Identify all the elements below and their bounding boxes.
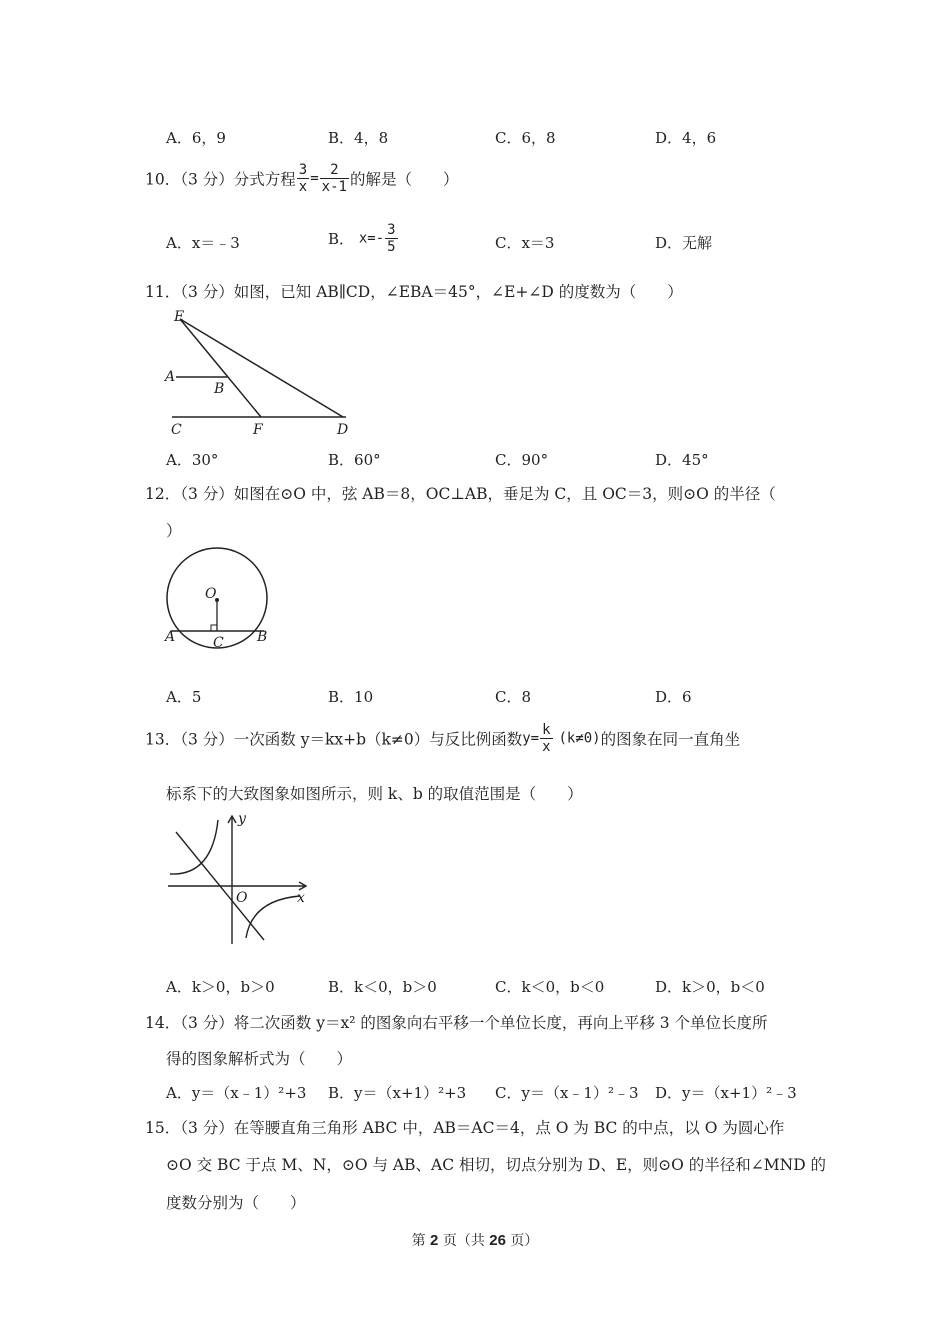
question-13-line-1 [145,722,740,755]
q11-option-b: B．60° [328,451,381,469]
q10-option-a: A．x＝﹣3 [166,234,240,252]
q10-frac1-num: 3 [298,162,308,178]
q10-option-d: D．无解 [655,234,713,252]
q11-option-c: C．90° [495,451,549,469]
q10-frac1-den: x [298,179,308,195]
q10-optb-den: 5 [387,239,396,255]
question-13-line-2: 标系下的大致图象如图所示，则 k、b 的取值范围是（ ） [166,785,583,803]
right-angle-mark [211,625,217,631]
q10-fraction-1 [297,162,309,195]
q13-condition: (k≠0) [558,730,601,747]
q13-figure [160,810,320,950]
q13-prefix: 13．（3 分）一次函数 y＝kx+b（k≠0）与反比例函数 [145,730,523,749]
footer-post: 页） [510,1233,539,1249]
q13-option-b: B．k＜0，b＞0 [328,978,437,996]
question-10 [145,162,458,195]
hyperbola-branch-1 [170,820,218,874]
q10-frac2-num: 2 [320,162,349,179]
q10-option-c: C．x＝3 [495,234,555,252]
line-ef [180,319,261,417]
current-page-number: 2 [430,1232,439,1249]
q13-option-a: A．k＞0，b＞0 [166,978,275,996]
label-x: x [297,890,305,906]
label-y: y [238,811,246,827]
label-f: F [253,422,263,438]
q10-optb-num: 3 [387,222,396,238]
q9-option-c: C．6，8 [495,129,556,147]
question-14-line-2: 得的图象解析式为（ ） [166,1050,353,1068]
q12-option-b: B．10 [328,688,374,706]
line-ed [180,319,343,417]
label-c: C [171,422,182,438]
question-15-line-3: 度数分别为（ ） [166,1194,306,1212]
question-12-line-1: 12．（3 分）如图在⊙O 中，弦 AB＝8，OC⊥AB，垂足为 C，且 OC＝3，则⊙O 的半径（ [145,485,776,503]
q10-fraction-2 [320,162,349,195]
question-11: 11．（3 分）如图，已知 AB∥CD，∠EBA＝45°，∠E+∠D 的度数为（ ） [145,283,683,301]
q14-option-d: D．y＝（x+1）²﹣3 [655,1084,797,1102]
q13-option-c: C．k＜0，b＜0 [495,978,605,996]
footer-mid: 页（共 [442,1233,485,1249]
q12-option-a: A．5 [166,688,202,706]
q12-figure [160,545,280,655]
label-o: O [205,586,217,602]
q13-suffix: 的图象在同一直角坐 [600,730,741,749]
q12-option-c: C．8 [495,688,532,706]
q14-option-c: C．y＝（x﹣1）²﹣3 [495,1084,639,1102]
label-a: A [165,369,176,385]
q10-equals: = [310,170,319,187]
q10-option-b [328,222,399,255]
q13-option-d: D．k＞0，b＜0 [655,978,765,996]
q9-option-a: A．6，9 [166,129,226,147]
label-c: C [213,635,224,651]
question-15-line-2: ⊙O 交 BC 于点 M、N，⊙O 与 AB、AC 相切，切点分别为 D、E，则⊙O 的半径和∠MND 的 [166,1156,827,1174]
q9-option-b: B．4，8 [328,129,389,147]
q13-y-eq: y= [522,730,540,747]
label-a: A [165,629,176,645]
q11-option-a: A．30° [166,451,219,469]
label-b: B [214,381,225,397]
label-b: B [257,629,268,645]
q9-option-d: D．4，6 [655,129,717,147]
q10-option-b-label: B． [328,230,355,248]
total-page-count: 26 [489,1232,506,1249]
q10-option-b-fraction [385,222,397,255]
label-o: O [236,890,248,906]
q12-option-d: D．6 [655,688,692,706]
hyperbola-branch-2 [246,896,300,938]
question-14-line-1: 14．（3 分）将二次函数 y＝x² 的图象向右平移一个单位长度，再向上平移 3 个单位长度所 [145,1014,768,1032]
q13-frac-den: x [542,739,551,755]
page-footer [0,1230,950,1250]
q10-frac2-den: x-1 [321,179,347,195]
question-15-line-1: 15．（3 分）在等腰直角三角形 ABC 中，AB＝AC＝4，点 O 为 BC 的中点，以 O 为圆心作 [145,1119,785,1137]
footer-pre: 第 [411,1233,426,1249]
q10-suffix: 的解是（ ） [349,170,459,189]
label-d: D [337,422,349,438]
q10-prefix: 10．（3 分）分式方程 [145,170,296,189]
q13-frac-num: k [542,722,551,738]
label-e: E [174,309,185,325]
q14-option-b: B．y＝（x+1）²+3 [328,1084,467,1102]
question-12-line-2: ） [166,522,182,540]
q11-figure [160,305,360,440]
q11-option-d: D．45° [655,451,709,469]
q10-option-b-lhs: x=- [358,230,385,247]
q13-fraction [540,722,552,755]
q14-option-a: A．y＝（x﹣1）²+3 [166,1084,307,1102]
